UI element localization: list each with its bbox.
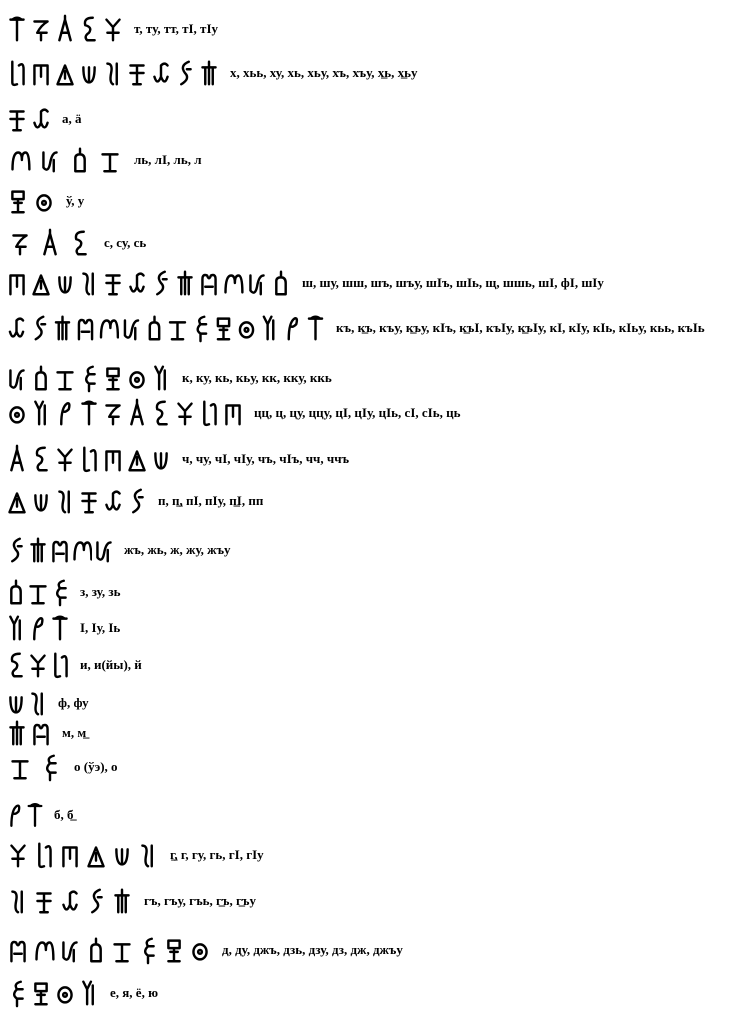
letter-glyph-icon — [150, 363, 172, 393]
transliteration-text: ль, лӀ, ль, л — [134, 152, 202, 167]
alphabet-row — [6, 886, 256, 916]
letter-glyph-icon — [6, 650, 26, 680]
transliteration-text: ш, шу, шш, шъ, шъу, шӀъ, шӀь, щ, шшь, шӀ, фӀ, шӀу — [302, 275, 604, 290]
letter-glyph-icon — [32, 935, 56, 965]
letter-glyph-icon — [78, 363, 100, 393]
letter-glyphs — [6, 978, 100, 1008]
letter-glyphs — [6, 650, 70, 680]
letter-glyph-icon — [174, 58, 196, 88]
letter-glyph-icon — [30, 718, 52, 748]
letter-glyph-icon — [174, 268, 196, 298]
letter-glyphs — [6, 886, 134, 916]
letter-glyph-icon — [188, 935, 212, 965]
letter-glyph-icon — [6, 14, 28, 44]
alphabet-row — [6, 228, 146, 258]
letter-glyphs — [6, 444, 172, 474]
letter-glyph-icon — [270, 268, 292, 298]
letter-glyph-icon — [110, 886, 134, 916]
letter-glyphs — [6, 486, 148, 516]
letter-glyph-icon — [6, 145, 34, 175]
letter-glyph-icon — [30, 104, 52, 134]
letter-glyph-icon — [136, 840, 160, 870]
alphabet-row — [6, 363, 332, 393]
letter-glyph-icon — [6, 186, 30, 216]
letter-glyph-icon — [174, 398, 196, 428]
alphabet-row — [6, 935, 403, 965]
transliteration-text: о (ўэ), о — [74, 759, 118, 774]
letter-glyph-icon — [190, 313, 211, 343]
letter-glyph-icon — [102, 486, 124, 516]
letter-glyph-icon — [6, 978, 28, 1008]
letter-glyph-icon — [78, 978, 100, 1008]
letter-glyph-icon — [54, 444, 76, 474]
letter-glyph-icon — [78, 268, 100, 298]
transliteration-text: е, я, ё, ю — [110, 985, 159, 1000]
letter-glyph-icon — [52, 313, 73, 343]
letter-glyph-icon — [121, 313, 142, 343]
letter-glyph-icon — [84, 840, 108, 870]
alphabet-row — [6, 58, 418, 88]
letter-glyph-icon — [102, 363, 124, 393]
letter-glyph-icon — [32, 840, 56, 870]
letter-glyph-icon — [36, 228, 64, 258]
letter-glyph-icon — [6, 800, 24, 830]
transliteration-text: т, ту, тт, тӀ, тӀу — [134, 21, 219, 36]
letter-glyph-icon — [54, 978, 76, 1008]
letter-glyph-icon — [162, 935, 186, 965]
alphabet-row — [6, 688, 89, 718]
letter-glyphs — [6, 688, 48, 718]
letter-glyph-icon — [167, 313, 188, 343]
transliteration-text: б, б̲ — [54, 807, 74, 822]
letter-glyph-icon — [102, 14, 124, 44]
alphabet-row — [6, 104, 82, 134]
letter-glyphs — [6, 145, 124, 175]
letter-glyph-icon — [54, 14, 76, 44]
letter-glyph-icon — [110, 840, 134, 870]
letter-glyph-icon — [66, 145, 94, 175]
letter-glyph-icon — [102, 268, 124, 298]
letter-glyph-icon — [136, 935, 160, 965]
letter-glyphs — [6, 104, 52, 134]
letter-glyph-icon — [58, 840, 82, 870]
letter-glyphs — [6, 313, 326, 343]
letter-glyphs — [6, 535, 114, 565]
transliteration-text: х, хьь, ху, хь, хьу, хъ, хъу, х̲ь, х̲ьу — [230, 65, 418, 80]
transliteration-text: и, и(йы), й — [80, 657, 142, 672]
transliteration-text: гъ, гъу, гъь, г̲ъ, г̲ъу — [144, 893, 256, 908]
letter-glyph-icon — [126, 268, 148, 298]
transliteration-text: г̲, г, гу, гь, гӀ, гӀу — [170, 847, 264, 862]
letter-glyph-icon — [6, 752, 34, 782]
alphabet-row — [6, 650, 142, 680]
letter-glyph-icon — [78, 14, 100, 44]
letter-glyph-icon — [29, 313, 50, 343]
letter-glyph-icon — [36, 752, 64, 782]
letter-glyph-icon — [102, 58, 124, 88]
alphabet-row — [6, 145, 201, 175]
letter-glyphs — [6, 752, 64, 782]
letter-glyph-icon — [126, 58, 148, 88]
letter-glyphs — [6, 398, 244, 428]
letter-glyph-icon — [198, 268, 220, 298]
letter-glyph-icon — [6, 718, 28, 748]
letter-glyph-icon — [126, 363, 148, 393]
letter-glyph-icon — [236, 313, 257, 343]
letter-glyph-icon — [259, 313, 280, 343]
letter-glyph-icon — [282, 313, 303, 343]
letter-glyph-icon — [6, 313, 27, 343]
letter-glyph-icon — [50, 650, 70, 680]
letter-glyph-icon — [54, 363, 76, 393]
transliteration-text: д, ду, джъ, дзь, дзу, дз, дж, джъу — [222, 942, 403, 957]
letter-glyph-icon — [102, 398, 124, 428]
letter-glyph-icon — [6, 58, 28, 88]
letter-glyph-icon — [30, 486, 52, 516]
letter-glyph-icon — [58, 935, 82, 965]
alphabet-row — [6, 398, 460, 428]
transliteration-text: цц, ц, цу, ццу, цӀ, цӀу, цӀь, сӀ, сӀь, ць — [254, 405, 461, 420]
letter-glyph-icon — [30, 14, 52, 44]
letter-glyphs — [6, 58, 220, 88]
letter-glyph-icon — [6, 104, 28, 134]
letter-glyph-icon — [6, 840, 30, 870]
letter-glyph-icon — [30, 58, 52, 88]
letter-glyph-icon — [78, 58, 100, 88]
letter-glyph-icon — [150, 268, 172, 298]
letter-glyph-icon — [30, 363, 52, 393]
alphabet-row — [6, 486, 263, 516]
letter-glyphs — [6, 613, 70, 643]
letter-glyph-icon — [6, 577, 26, 607]
letter-glyph-icon — [6, 444, 28, 474]
letter-glyphs — [6, 186, 56, 216]
alphabet-row — [6, 718, 86, 748]
letter-glyph-icon — [54, 398, 76, 428]
transliteration-text: а, ӓ — [62, 111, 82, 126]
transliteration-text: ў, у — [66, 193, 85, 208]
letter-glyph-icon — [150, 398, 172, 428]
letter-glyph-icon — [6, 688, 26, 718]
letter-glyphs — [6, 840, 160, 870]
letter-glyph-icon — [98, 313, 119, 343]
transliteration-text: з, зу, зь — [80, 584, 121, 599]
transliteration-text: ф, фу — [58, 695, 89, 710]
letter-glyph-icon — [126, 398, 148, 428]
letter-glyph-icon — [246, 268, 268, 298]
letter-glyph-icon — [30, 268, 52, 298]
letter-glyph-icon — [78, 486, 100, 516]
letter-glyph-icon — [36, 145, 64, 175]
alphabet-row — [6, 613, 120, 643]
letter-glyph-icon — [110, 935, 134, 965]
transliteration-text: ч, чу, чӀ, чӀу, чъ, чӀъ, чч, ччъ — [182, 451, 350, 466]
letter-glyph-icon — [84, 935, 108, 965]
letter-glyph-icon — [54, 268, 76, 298]
letter-glyph-icon — [6, 886, 30, 916]
transliteration-text: п, п̲, пӀ, пӀу, п̲Ӏ, пп — [158, 493, 264, 508]
letter-glyphs — [6, 718, 52, 748]
alphabet-row — [6, 14, 218, 44]
alphabet-row — [6, 313, 705, 343]
transliteration-text: жъ, жь, ж, жу, жъу — [124, 542, 231, 557]
letter-glyph-icon — [6, 935, 30, 965]
letter-glyph-icon — [6, 613, 26, 643]
alphabet-row — [6, 186, 84, 216]
letter-glyphs — [6, 14, 124, 44]
letter-glyph-icon — [30, 398, 52, 428]
letter-glyphs — [6, 935, 212, 965]
letter-glyph-icon — [84, 886, 108, 916]
alphabet-row — [6, 268, 604, 298]
letter-glyph-icon — [58, 886, 82, 916]
letter-glyph-icon — [6, 268, 28, 298]
letter-glyph-icon — [198, 398, 220, 428]
letter-glyph-icon — [6, 363, 28, 393]
letter-glyph-icon — [50, 613, 70, 643]
letter-glyph-icon — [150, 58, 172, 88]
letter-glyph-icon — [198, 58, 220, 88]
alphabet-row — [6, 800, 74, 830]
letter-glyph-icon — [32, 186, 56, 216]
letter-glyph-icon — [94, 535, 114, 565]
letter-glyph-icon — [305, 313, 326, 343]
transliteration-text: къ, к̲ъ, къу, к̲ъу, кӀъ, к̲ъӀ, къӀу, к̲ъӀу, кӀ, кӀу, кӀь, кӀьу, кьь, къӀь — [336, 320, 705, 335]
letter-glyph-icon — [54, 58, 76, 88]
letter-glyph-icon — [102, 444, 124, 474]
letter-glyph-icon — [6, 486, 28, 516]
alphabet-row — [6, 840, 264, 870]
alphabet-row — [6, 444, 349, 474]
letter-glyph-icon — [72, 535, 92, 565]
letter-glyph-icon — [6, 398, 28, 428]
letter-glyph-icon — [50, 535, 70, 565]
transliteration-text: к, ку, кь, кьу, кк, кку, ккь — [182, 370, 332, 385]
letter-glyph-icon — [28, 650, 48, 680]
letter-glyph-icon — [150, 444, 172, 474]
alphabet-row — [6, 978, 158, 1008]
letter-glyph-icon — [6, 535, 26, 565]
letter-glyph-icon — [144, 313, 165, 343]
alphabet-row — [6, 577, 120, 607]
letter-glyph-icon — [28, 688, 48, 718]
letter-glyphs — [6, 363, 172, 393]
letter-glyphs — [6, 268, 292, 298]
letter-glyph-icon — [96, 145, 124, 175]
letter-glyphs — [6, 228, 94, 258]
transliteration-text: с, су, сь — [104, 235, 147, 250]
letter-glyph-icon — [126, 486, 148, 516]
letter-glyph-icon — [78, 444, 100, 474]
transliteration-text: м, м̲ — [62, 725, 87, 740]
letter-glyph-icon — [30, 444, 52, 474]
letter-glyph-icon — [32, 886, 56, 916]
alphabet-row — [6, 752, 118, 782]
letter-glyph-icon — [78, 398, 100, 428]
letter-glyph-icon — [75, 313, 96, 343]
transliteration-text: Ӏ, Ӏу, Ӏь — [80, 620, 121, 635]
letter-glyph-icon — [6, 228, 34, 258]
letter-glyph-icon — [126, 444, 148, 474]
letter-glyph-icon — [222, 268, 244, 298]
letter-glyph-icon — [222, 398, 244, 428]
letter-glyphs — [6, 577, 70, 607]
alphabet-row — [6, 535, 231, 565]
letter-glyph-icon — [28, 613, 48, 643]
letter-glyph-icon — [28, 577, 48, 607]
letter-glyph-icon — [30, 978, 52, 1008]
letter-glyph-icon — [213, 313, 234, 343]
letter-glyph-icon — [26, 800, 44, 830]
letter-glyph-icon — [54, 486, 76, 516]
letter-glyph-icon — [66, 228, 94, 258]
letter-glyph-icon — [28, 535, 48, 565]
letter-glyphs — [6, 800, 44, 830]
letter-glyph-icon — [50, 577, 70, 607]
